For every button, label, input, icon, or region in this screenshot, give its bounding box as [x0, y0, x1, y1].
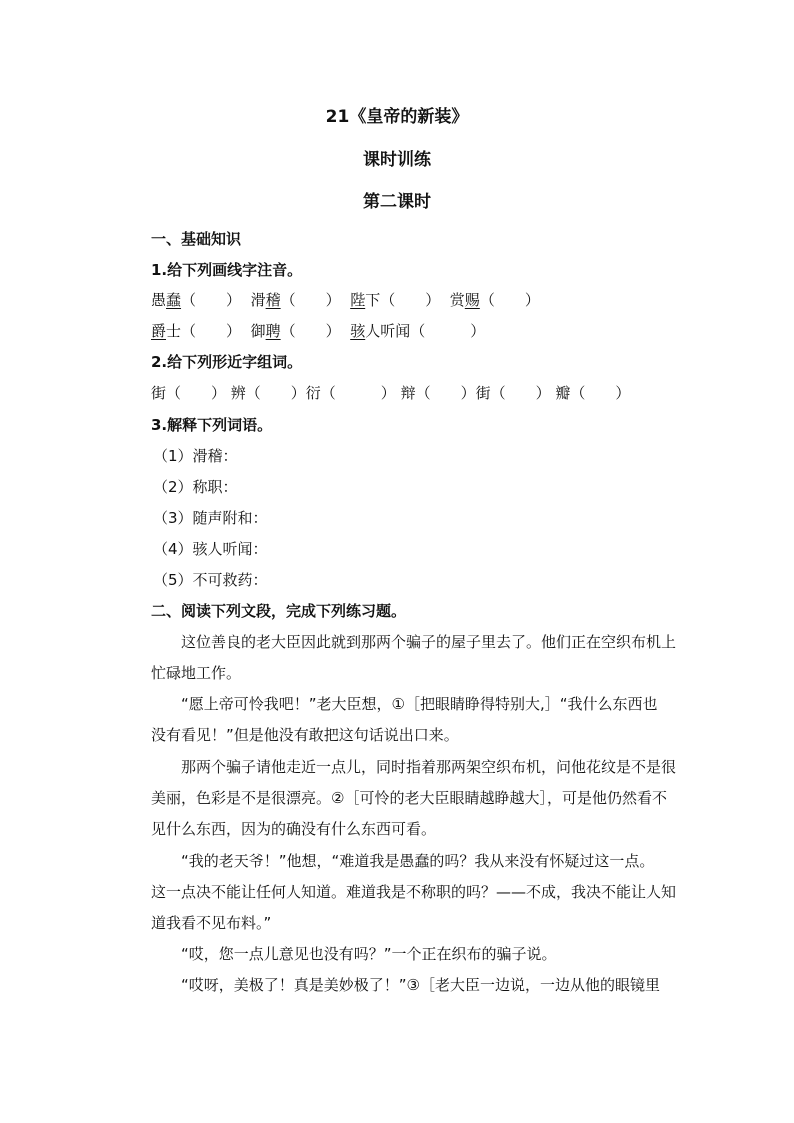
answer-blank[interactable]: （ ） [410, 322, 486, 340]
q1-item: 骇人听闻（ ） [350, 322, 486, 340]
q1-row1 [151, 288, 681, 312]
answer-blank[interactable]: （ ） [380, 291, 441, 309]
q1-item: 陛下（ ） [350, 291, 441, 309]
passage-paragraph: 这位善良的老大臣因此就到那两个骗子的屋子里去了。他们正在空织布机上 忙碌地工作。 [151, 633, 677, 682]
q1-item: 滑稽（ ） [250, 291, 341, 309]
q3-item: （3）随声附和： [153, 509, 268, 527]
passage-paragraph: “哎，您一点儿意见也没有吗？”一个正在织布的骗子说。 [151, 945, 557, 963]
answer-blank[interactable]: （ ） [479, 291, 540, 309]
passage-paragraph: “愿上帝可怜我吧！”老大臣想，①［把眼睛睁得特别大,］“我什么东西也 没有看见！”但是他没有敢把这句话说出口来。 [151, 695, 658, 744]
answer-blank[interactable]: （ ） [280, 322, 341, 340]
q2-item[interactable]: 瓣（ ） [555, 384, 631, 402]
passage-paragraph: 那两个骗子请他走近一点儿，同时指着那两架空织布机，问他花纹是不是很 美丽，色彩是不是很漂亮。②［可怜的老大臣眼睛越睁越大］，可是他仍然看不 见什么东西，因为的确没有什么东西可看。 [151, 758, 677, 838]
q1-item: 赏赐（ ） [449, 291, 540, 309]
q3-prompt: 3.解释下列词语。 [151, 416, 273, 434]
q1-row2 [151, 319, 681, 343]
q1-item: 御聘（ ） [250, 322, 341, 340]
q3-item: （1）滑稽： [153, 447, 238, 465]
q2-prompt: 2.给下列形近字组词。 [151, 353, 303, 371]
lesson-title: 第二课时 [363, 192, 431, 212]
q2-item[interactable]: 街（ ） [151, 384, 227, 402]
passage-paragraph: “哎呀，美极了！真是美妙极了！”③［老大臣一边说，一边从他的眼镜里 [151, 976, 660, 994]
passage-paragraph: “我的老天爷！”他想，“难道我是愚蠢的吗？我从来没有怀疑过这一点。 这一点决不能让任何人知道。难道我是不称职的吗？——不成，我决不能让人知 道我看不见布料。” [151, 852, 677, 932]
q2-item[interactable]: 辩（ ）街（ ） [400, 384, 551, 402]
section2-heading: 二、阅读下列文段，完成下列练习题。 [151, 602, 407, 620]
section1-heading: 一、基础知识 [151, 230, 242, 248]
q1-prompt: 1.给下列画线字注音。 [151, 261, 303, 279]
q2-item[interactable]: 辨（ ）衍（ ） [230, 384, 396, 402]
document-subtitle: 课时训练 [363, 150, 431, 170]
q2-row [151, 381, 681, 405]
q3-item: （2）称职： [153, 478, 238, 496]
q3-item: （4）骇人听闻： [153, 540, 268, 558]
answer-blank[interactable]: （ ） [280, 291, 341, 309]
answer-blank[interactable]: （ ） [181, 322, 242, 340]
q1-item: 愚蠢（ ） [151, 291, 242, 309]
answer-blank[interactable]: （ ） [181, 291, 242, 309]
q1-item: 爵士（ ） [151, 322, 242, 340]
q3-item: （5）不可救药： [153, 571, 268, 589]
document-title: 21《皇帝的新装》 [325, 107, 469, 127]
